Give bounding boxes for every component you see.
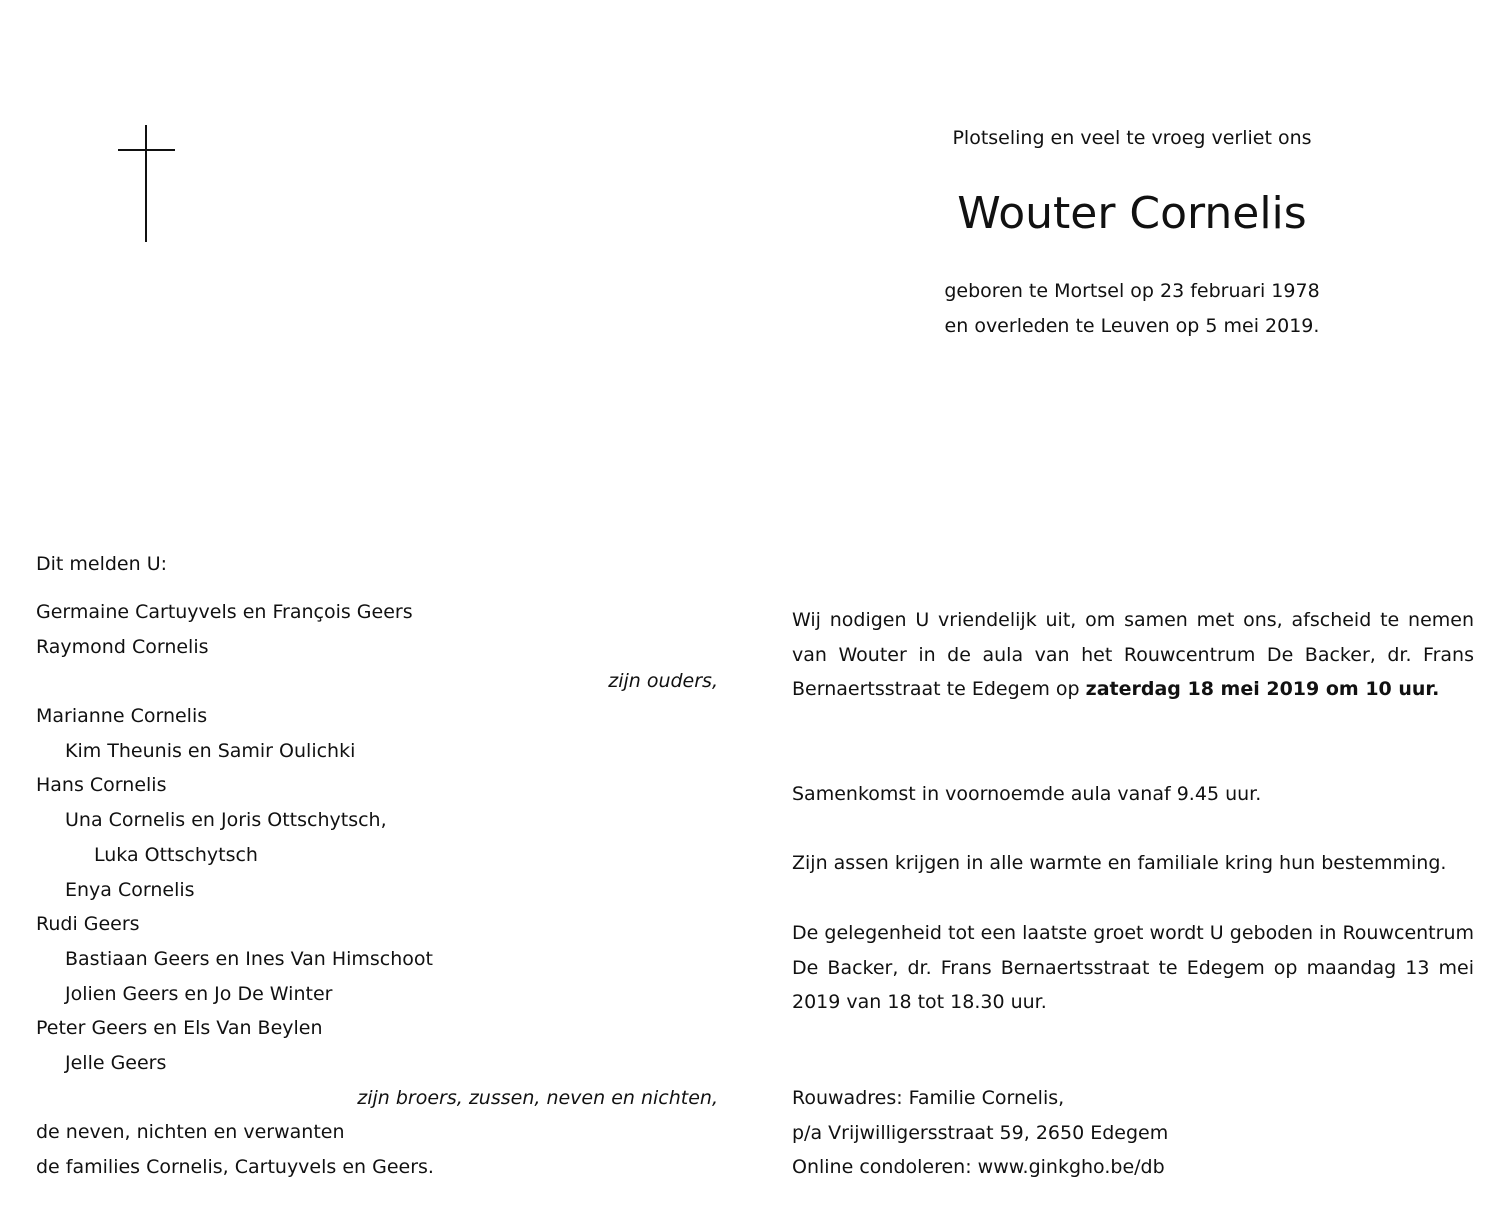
life-dates — [872, 274, 1392, 344]
deceased-name: Wouter Cornelis — [957, 188, 1307, 239]
family-list — [36, 595, 718, 1185]
family-member-line: Una Cornelis en Joris Ottschytsch, — [65, 809, 387, 832]
family-member-line: Enya Cornelis — [65, 878, 195, 901]
address-line-1: Rouwadres: Familie Cornelis, — [792, 1087, 1065, 1109]
family-role-caption: zijn ouders, — [608, 670, 718, 693]
family-member-line: Raymond Cornelis — [36, 635, 209, 658]
ceremony-datetime: zaterdag 18 mei 2019 om 10 uur. — [1085, 678, 1440, 701]
address-line-3: Online condoleren: www.ginkgho.be/db — [792, 1156, 1165, 1179]
family-member-line: Hans Cornelis — [36, 774, 167, 797]
birth-line: geboren te Mortsel op 23 februari 1978 — [944, 280, 1320, 302]
cross-vertical-bar — [145, 125, 147, 242]
announce-heading: Dit melden U: — [36, 553, 168, 575]
family-member-line: Rudi Geers — [36, 913, 140, 936]
invitation-text: Wij nodigen U vriendelijk uit, om samen met ons, afscheid te nemen van Wouter in de aula van het Rouwcentrum De Backer, dr. Frans Bernaertsstraat te Edegem op — [792, 609, 1474, 701]
family-member-line: Luka Ottschytsch — [94, 843, 258, 866]
gathering-paragraph: Samenkomst in voornoemde aula vanaf 9.45 uur. — [792, 783, 1262, 805]
cross-horizontal-bar — [118, 149, 175, 151]
invitation-paragraph — [792, 603, 1474, 707]
intro-line: Plotseling en veel te vroeg verliet ons — [952, 127, 1312, 149]
family-member-line: Bastiaan Geers en Ines Van Himschoot — [65, 947, 433, 970]
mourning-address — [792, 1081, 1474, 1185]
ashes-paragraph: Zijn assen krijgen in alle warmte en familiale kring hun bestemming. — [792, 852, 1447, 874]
family-member-line: Jelle Geers — [65, 1051, 167, 1074]
death-line: en overleden te Leuven op 5 mei 2019. — [944, 315, 1320, 337]
farewell-paragraph: De gelegenheid tot een laatste groet wordt U geboden in Rouwcentrum De Backer, dr. Frans Bernaertsstraat te Edegem op maandag 13 mei 2019 van 18 tot 18.30 uur. — [792, 922, 1474, 1014]
address-line-2: p/a Vrijwilligersstraat 59, 2650 Edegem — [792, 1121, 1169, 1144]
family-member-line: de neven, nichten en verwanten — [36, 1121, 345, 1144]
family-member-line: Peter Geers en Els Van Beylen — [36, 1017, 323, 1040]
family-member-line: Jolien Geers en Jo De Winter — [65, 982, 333, 1005]
family-role-caption: zijn broers, zussen, neven en nichten, — [357, 1086, 718, 1109]
family-member-line: Germaine Cartuyvels en François Geers — [36, 601, 413, 623]
family-member-line: de families Cornelis, Cartuyvels en Geers. — [36, 1156, 434, 1178]
family-member-line: Kim Theunis en Samir Oulichki — [65, 739, 356, 762]
family-member-line: Marianne Cornelis — [36, 705, 208, 728]
